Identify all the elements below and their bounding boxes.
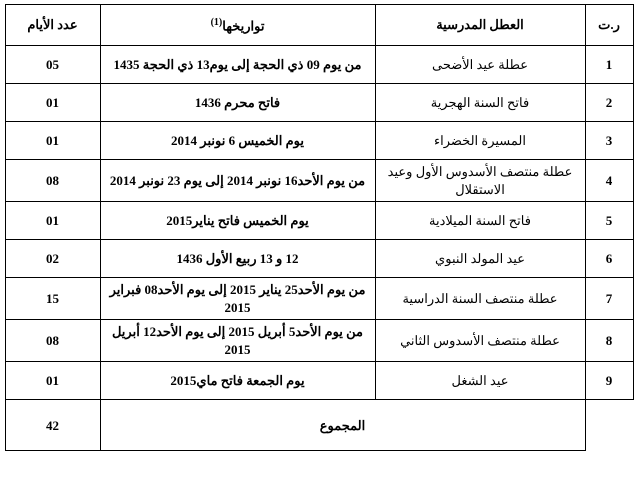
row-index: 4 (585, 160, 633, 202)
row-index: 5 (585, 202, 633, 240)
row-days: 05 (5, 46, 100, 84)
row-days: 02 (5, 240, 100, 278)
total-value: 42 (5, 400, 100, 451)
row-dates: فاتح محرم 1436 (100, 84, 375, 122)
row-dates: من يوم الأحد5 أبريل 2015 إلى يوم الأحد12 أبريل 2015 (100, 320, 375, 362)
table-row (5, 278, 633, 320)
school-holidays-table (5, 4, 634, 451)
table-row (5, 84, 633, 122)
table-row (5, 240, 633, 278)
row-index: 6 (585, 240, 633, 278)
table-row (5, 202, 633, 240)
row-holiday: عطلة منتصف الأسدوس الأول وعيد الاستقلال (375, 160, 585, 202)
row-index: 7 (585, 278, 633, 320)
row-dates: يوم الخميس 6 نونبر 2014 (100, 122, 375, 160)
row-days: 01 (5, 362, 100, 400)
row-days: 01 (5, 84, 100, 122)
total-spacer (585, 400, 633, 451)
header-dates (100, 5, 375, 46)
row-days: 15 (5, 278, 100, 320)
total-row (5, 400, 633, 451)
header-dates-footnote: (1) (210, 16, 223, 28)
row-dates: من يوم 09 ذي الحجة إلى يوم13 ذي الحجة 1435 (100, 46, 375, 84)
table-row (5, 320, 633, 362)
row-holiday: عيد المولد النبوي (375, 240, 585, 278)
header-index: ر.ت (585, 5, 633, 46)
table-header (5, 5, 633, 46)
row-holiday: عطلة منتصف الأسدوس الثاني (375, 320, 585, 362)
row-holiday: المسيرة الخضراء (375, 122, 585, 160)
header-dates-label: تواريخها (222, 17, 265, 33)
row-index: 8 (585, 320, 633, 362)
row-dates: من يوم الأحد25 يناير 2015 إلى يوم الأحد08 فبراير 2015 (100, 278, 375, 320)
row-index: 3 (585, 122, 633, 160)
row-dates: 12 و 13 ربيع الأول 1436 (100, 240, 375, 278)
row-index: 2 (585, 84, 633, 122)
row-index: 9 (585, 362, 633, 400)
table-row (5, 122, 633, 160)
row-holiday: فاتح السنة الميلادية (375, 202, 585, 240)
row-holiday: فاتح السنة الهجرية (375, 84, 585, 122)
row-days: 01 (5, 202, 100, 240)
row-holiday: عطلة عيد الأضحى (375, 46, 585, 84)
header-holiday: العطل المدرسية (375, 5, 585, 46)
table-body (5, 46, 633, 451)
row-index: 1 (585, 46, 633, 84)
row-dates: يوم الجمعة فاتح ماي2015 (100, 362, 375, 400)
row-dates: يوم الخميس فاتح يناير2015 (100, 202, 375, 240)
total-label: المجموع (100, 400, 585, 451)
row-holiday: عطلة منتصف السنة الدراسية (375, 278, 585, 320)
row-days: 08 (5, 160, 100, 202)
row-dates: من يوم الأحد16 نونبر 2014 إلى يوم 23 نونبر 2014 (100, 160, 375, 202)
table-row (5, 160, 633, 202)
row-days: 08 (5, 320, 100, 362)
header-row (5, 5, 633, 46)
header-days: عدد الأيام (5, 5, 100, 46)
table-row (5, 46, 633, 84)
table-row (5, 362, 633, 400)
row-days: 01 (5, 122, 100, 160)
row-holiday: عيد الشغل (375, 362, 585, 400)
